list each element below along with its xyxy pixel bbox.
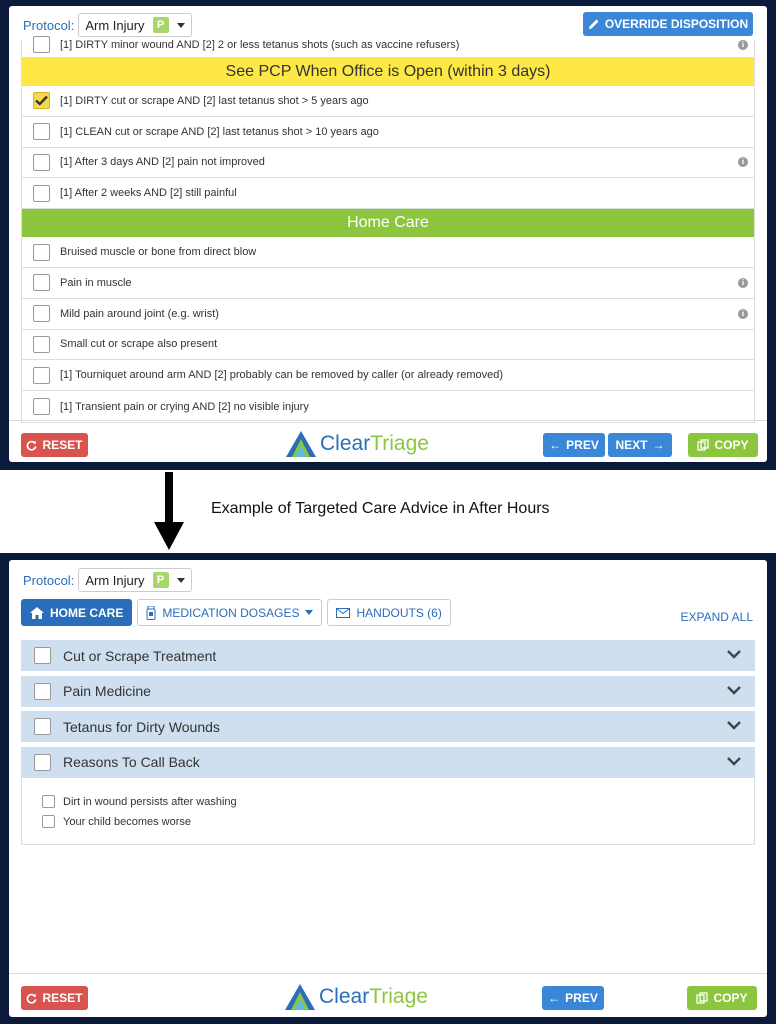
- info-icon[interactable]: i: [738, 278, 748, 288]
- criteria-row[interactable]: [22, 391, 754, 422]
- copy-label: COPY: [714, 438, 749, 452]
- criteria-row[interactable]: [22, 148, 754, 179]
- criteria-text: Bruised muscle or bone from direct blow: [60, 246, 257, 259]
- expand-all-link[interactable]: EXPAND ALL: [680, 610, 753, 624]
- arrow-left-icon: ←: [548, 991, 561, 1005]
- criteria-checkbox[interactable]: [33, 398, 50, 415]
- criteria-text: [1] CLEAN cut or scrape AND [2] last tetanus shot > 10 years ago: [60, 125, 379, 138]
- tab-handouts[interactable]: [327, 599, 450, 626]
- protocol-value: Arm Injury: [85, 17, 145, 33]
- caret-down-icon: [177, 578, 185, 583]
- prev-label: PREV: [566, 438, 599, 452]
- copy-icon: [697, 439, 709, 451]
- criteria-row[interactable]: [22, 360, 754, 391]
- section-checkbox[interactable]: [34, 754, 51, 771]
- cleartriage-logo-icon: [285, 984, 315, 1010]
- item-text: Dirt in wound persists after washing: [63, 795, 237, 808]
- info-icon[interactable]: i: [738, 40, 748, 50]
- arrow-right-icon: →: [652, 438, 665, 452]
- accordion-item[interactable]: [21, 640, 755, 671]
- protocol-label: Protocol:: [23, 572, 75, 588]
- criteria-row[interactable]: [22, 40, 754, 58]
- criteria-checkbox[interactable]: [33, 36, 50, 53]
- criteria-text: [1] DIRTY cut or scrape AND [2] last tetanus shot > 5 years ago: [60, 94, 369, 107]
- info-icon[interactable]: i: [738, 309, 748, 319]
- override-disposition-button[interactable]: [583, 12, 753, 36]
- logo-clear-text: Clear: [319, 985, 370, 1008]
- criteria-list: [21, 40, 755, 423]
- logo-triage-text: Triage: [370, 432, 429, 455]
- criteria-text: [1] Transient pain or crying AND [2] no visible injury: [60, 400, 309, 413]
- section-header-see-pcp: [22, 58, 754, 86]
- tab-medication-dosages[interactable]: [137, 599, 322, 626]
- criteria-text: [1] After 2 weeks AND [2] still painful: [60, 187, 237, 200]
- care-advice-card: [9, 560, 767, 1017]
- override-disposition-label: OVERRIDE DISPOSITION: [604, 17, 749, 31]
- section-checkbox[interactable]: [34, 647, 51, 664]
- next-label: NEXT: [615, 438, 648, 452]
- prev-label: PREV: [565, 991, 598, 1005]
- criteria-row[interactable]: [22, 330, 754, 361]
- criteria-checkbox[interactable]: [33, 367, 50, 384]
- section-header-label: Home Care: [347, 214, 429, 232]
- criteria-checkbox[interactable]: [33, 305, 50, 322]
- checkmark-icon: [35, 95, 48, 106]
- chevron-down-icon[interactable]: [727, 720, 741, 730]
- home-icon: [30, 607, 44, 619]
- pencil-icon: [588, 18, 600, 30]
- chevron-down-icon[interactable]: [727, 649, 741, 659]
- reset-button[interactable]: [21, 433, 88, 457]
- chevron-down-icon[interactable]: [727, 685, 741, 695]
- criteria-row[interactable]: [22, 237, 754, 268]
- reset-button[interactable]: [21, 986, 88, 1010]
- envelope-icon: [336, 608, 350, 618]
- protocol-bar: [23, 13, 192, 37]
- reset-label: RESET: [42, 991, 83, 1005]
- criteria-text: [1] Tourniquet around arm AND [2] probably can be removed by caller (or already removed): [60, 369, 504, 382]
- protocol-badge: P: [153, 572, 169, 588]
- protocol-bar: [23, 568, 192, 592]
- protocol-badge: P: [153, 17, 169, 33]
- info-icon[interactable]: i: [738, 157, 748, 167]
- criteria-text: Pain in muscle: [60, 276, 132, 289]
- footer-bar: [9, 973, 767, 1017]
- criteria-text: [1] After 3 days AND [2] pain not improved: [60, 156, 265, 169]
- reasons-to-call-back-body: [21, 778, 755, 845]
- caret-down-icon: [305, 610, 313, 615]
- list-item[interactable]: [22, 792, 754, 812]
- criteria-row[interactable]: [22, 299, 754, 330]
- triage-card: [9, 6, 767, 462]
- criteria-row[interactable]: [22, 117, 754, 148]
- protocol-value: Arm Injury: [85, 572, 145, 588]
- criteria-text: Small cut or scrape also present: [60, 338, 218, 351]
- care-advice-accordion: [21, 640, 755, 845]
- accordion-label: Cut or Scrape Treatment: [63, 647, 217, 664]
- cleartriage-logo-icon: [286, 431, 316, 457]
- criteria-checkbox[interactable]: [33, 336, 50, 353]
- next-button[interactable]: [608, 433, 672, 457]
- arrow-left-icon: ←: [549, 438, 562, 452]
- prev-button[interactable]: [542, 986, 604, 1010]
- protocol-label: Protocol:: [23, 17, 75, 33]
- criteria-checkbox-checked[interactable]: [33, 92, 50, 109]
- copy-button[interactable]: [687, 986, 757, 1010]
- prev-button[interactable]: [543, 433, 605, 457]
- accordion-label: Tetanus for Dirty Wounds: [63, 718, 220, 735]
- logo-clear-text: Clear: [320, 432, 371, 455]
- criteria-text: Mild pain around joint (e.g. wrist): [60, 307, 219, 320]
- criteria-text: [1] DIRTY minor wound AND [2] 2 or less tetanus shots (such as vaccine refusers): [60, 39, 460, 51]
- section-checkbox[interactable]: [34, 718, 51, 735]
- logo-triage-text: Triage: [369, 985, 428, 1008]
- caret-down-icon: [177, 23, 185, 28]
- protocol-select[interactable]: [78, 568, 191, 592]
- item-checkbox[interactable]: [42, 815, 55, 828]
- refresh-icon: [26, 993, 37, 1004]
- criteria-row[interactable]: [22, 268, 754, 299]
- item-checkbox[interactable]: [42, 795, 55, 808]
- caption-text: Example of Targeted Care Advice in After Hours: [211, 500, 550, 517]
- criteria-checkbox[interactable]: [33, 244, 50, 261]
- criteria-checkbox[interactable]: [33, 154, 50, 171]
- cleartriage-logo: [285, 984, 428, 1010]
- tab-label: HANDOUTS (6): [356, 605, 442, 620]
- accordion-item[interactable]: [21, 711, 755, 742]
- tab-home-care[interactable]: [21, 599, 132, 626]
- protocol-select[interactable]: [78, 13, 191, 37]
- footer-bar: [9, 420, 767, 462]
- accordion-label: Reasons To Call Back: [63, 754, 200, 771]
- care-advice-screen: [0, 553, 776, 1024]
- accordion-label: Pain Medicine: [63, 683, 151, 700]
- criteria-checkbox[interactable]: [33, 274, 50, 291]
- refresh-icon: [26, 440, 37, 451]
- medicine-bottle-icon: [146, 606, 156, 620]
- criteria-row[interactable]: [22, 178, 754, 209]
- triage-disposition-screen: [0, 0, 776, 470]
- list-item[interactable]: [22, 812, 754, 832]
- tab-label: HOME CARE: [50, 605, 124, 620]
- copy-label: COPY: [713, 991, 748, 1005]
- section-checkbox[interactable]: [34, 683, 51, 700]
- item-text: Your child becomes worse: [63, 815, 191, 828]
- cleartriage-logo: [286, 431, 429, 457]
- accordion-item[interactable]: [21, 676, 755, 707]
- copy-button[interactable]: [688, 433, 758, 457]
- criteria-row[interactable]: [22, 86, 754, 117]
- section-header-home-care: [22, 209, 754, 237]
- accordion-item[interactable]: [21, 747, 755, 778]
- tab-label: MEDICATION DOSAGES: [162, 605, 300, 620]
- arrow-down-icon: [154, 472, 184, 552]
- reset-label: RESET: [42, 438, 83, 452]
- care-tabs: [21, 599, 451, 626]
- criteria-checkbox[interactable]: [33, 185, 50, 202]
- transition-area: [0, 470, 776, 553]
- chevron-down-icon[interactable]: [727, 756, 741, 766]
- copy-icon: [696, 992, 708, 1004]
- criteria-checkbox[interactable]: [33, 123, 50, 140]
- section-header-label: See PCP When Office is Open (within 3 days): [225, 63, 551, 80]
